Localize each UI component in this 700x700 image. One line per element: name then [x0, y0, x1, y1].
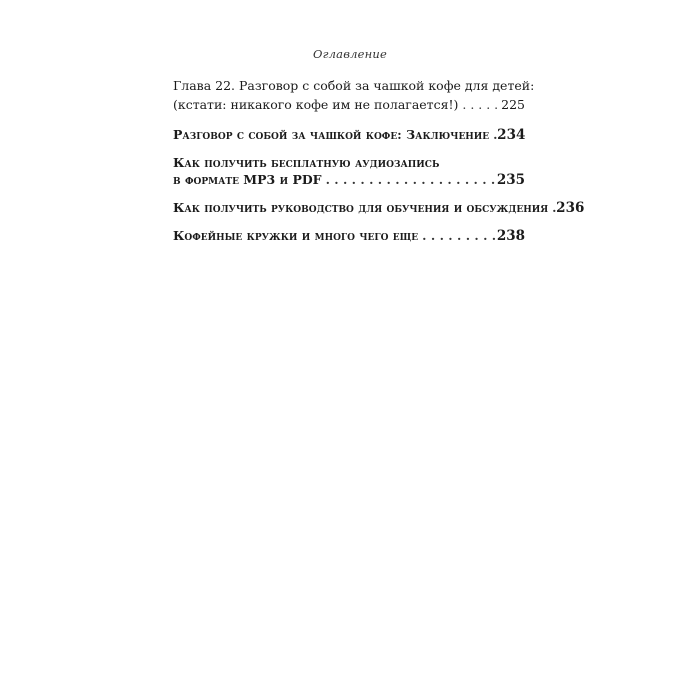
page-number: 225 — [501, 97, 525, 112]
page-number: 238 — [496, 228, 525, 244]
toc-entry-free-audio[interactable] — [173, 154, 525, 189]
toc-entry-line — [173, 95, 525, 114]
toc-entry-line — [173, 154, 525, 171]
toc-entry-chapter-22[interactable] — [173, 76, 535, 114]
toc-entry-title: Глава 22. Разговор с собой за чашкой кофе для детей: — [173, 78, 535, 93]
toc-entry-line — [173, 171, 525, 189]
page-number: 235 — [496, 172, 525, 188]
page-number: 236 — [556, 200, 585, 216]
toc-entry-title-continued: (кстати: никакого кофе им не полагается!) — [173, 97, 459, 112]
dot-leader — [322, 171, 497, 188]
dot-leader — [489, 126, 497, 143]
toc-entry-line — [173, 199, 585, 217]
toc-entry-title: Кофейные кружки и много чего еще — [173, 228, 419, 243]
toc-entry-line — [173, 126, 525, 144]
toc-entry-title: Как получить бесплатную аудиозапись — [173, 155, 440, 170]
dot-leader — [458, 95, 501, 114]
toc-entry-title: Как получить руководство для обучения и обсуждения — [173, 200, 549, 215]
toc-entry-title: Разговор с собой за чашкой кофе: Заключение — [173, 127, 490, 142]
dot-leader — [548, 199, 556, 216]
toc-entry-title-continued: в формате MP3 и PDF — [173, 172, 322, 187]
dot-leader — [418, 227, 497, 244]
page-number: 234 — [497, 127, 526, 143]
toc-entry-line — [173, 76, 535, 95]
toc-entry-line — [173, 227, 525, 245]
running-title: Оглавление — [312, 47, 388, 61]
toc-entry-coffee-mugs[interactable] — [173, 227, 525, 245]
table-of-contents — [173, 76, 585, 255]
toc-entry-study-guide[interactable] — [173, 199, 585, 217]
toc-entry-conclusion[interactable] — [173, 126, 525, 144]
